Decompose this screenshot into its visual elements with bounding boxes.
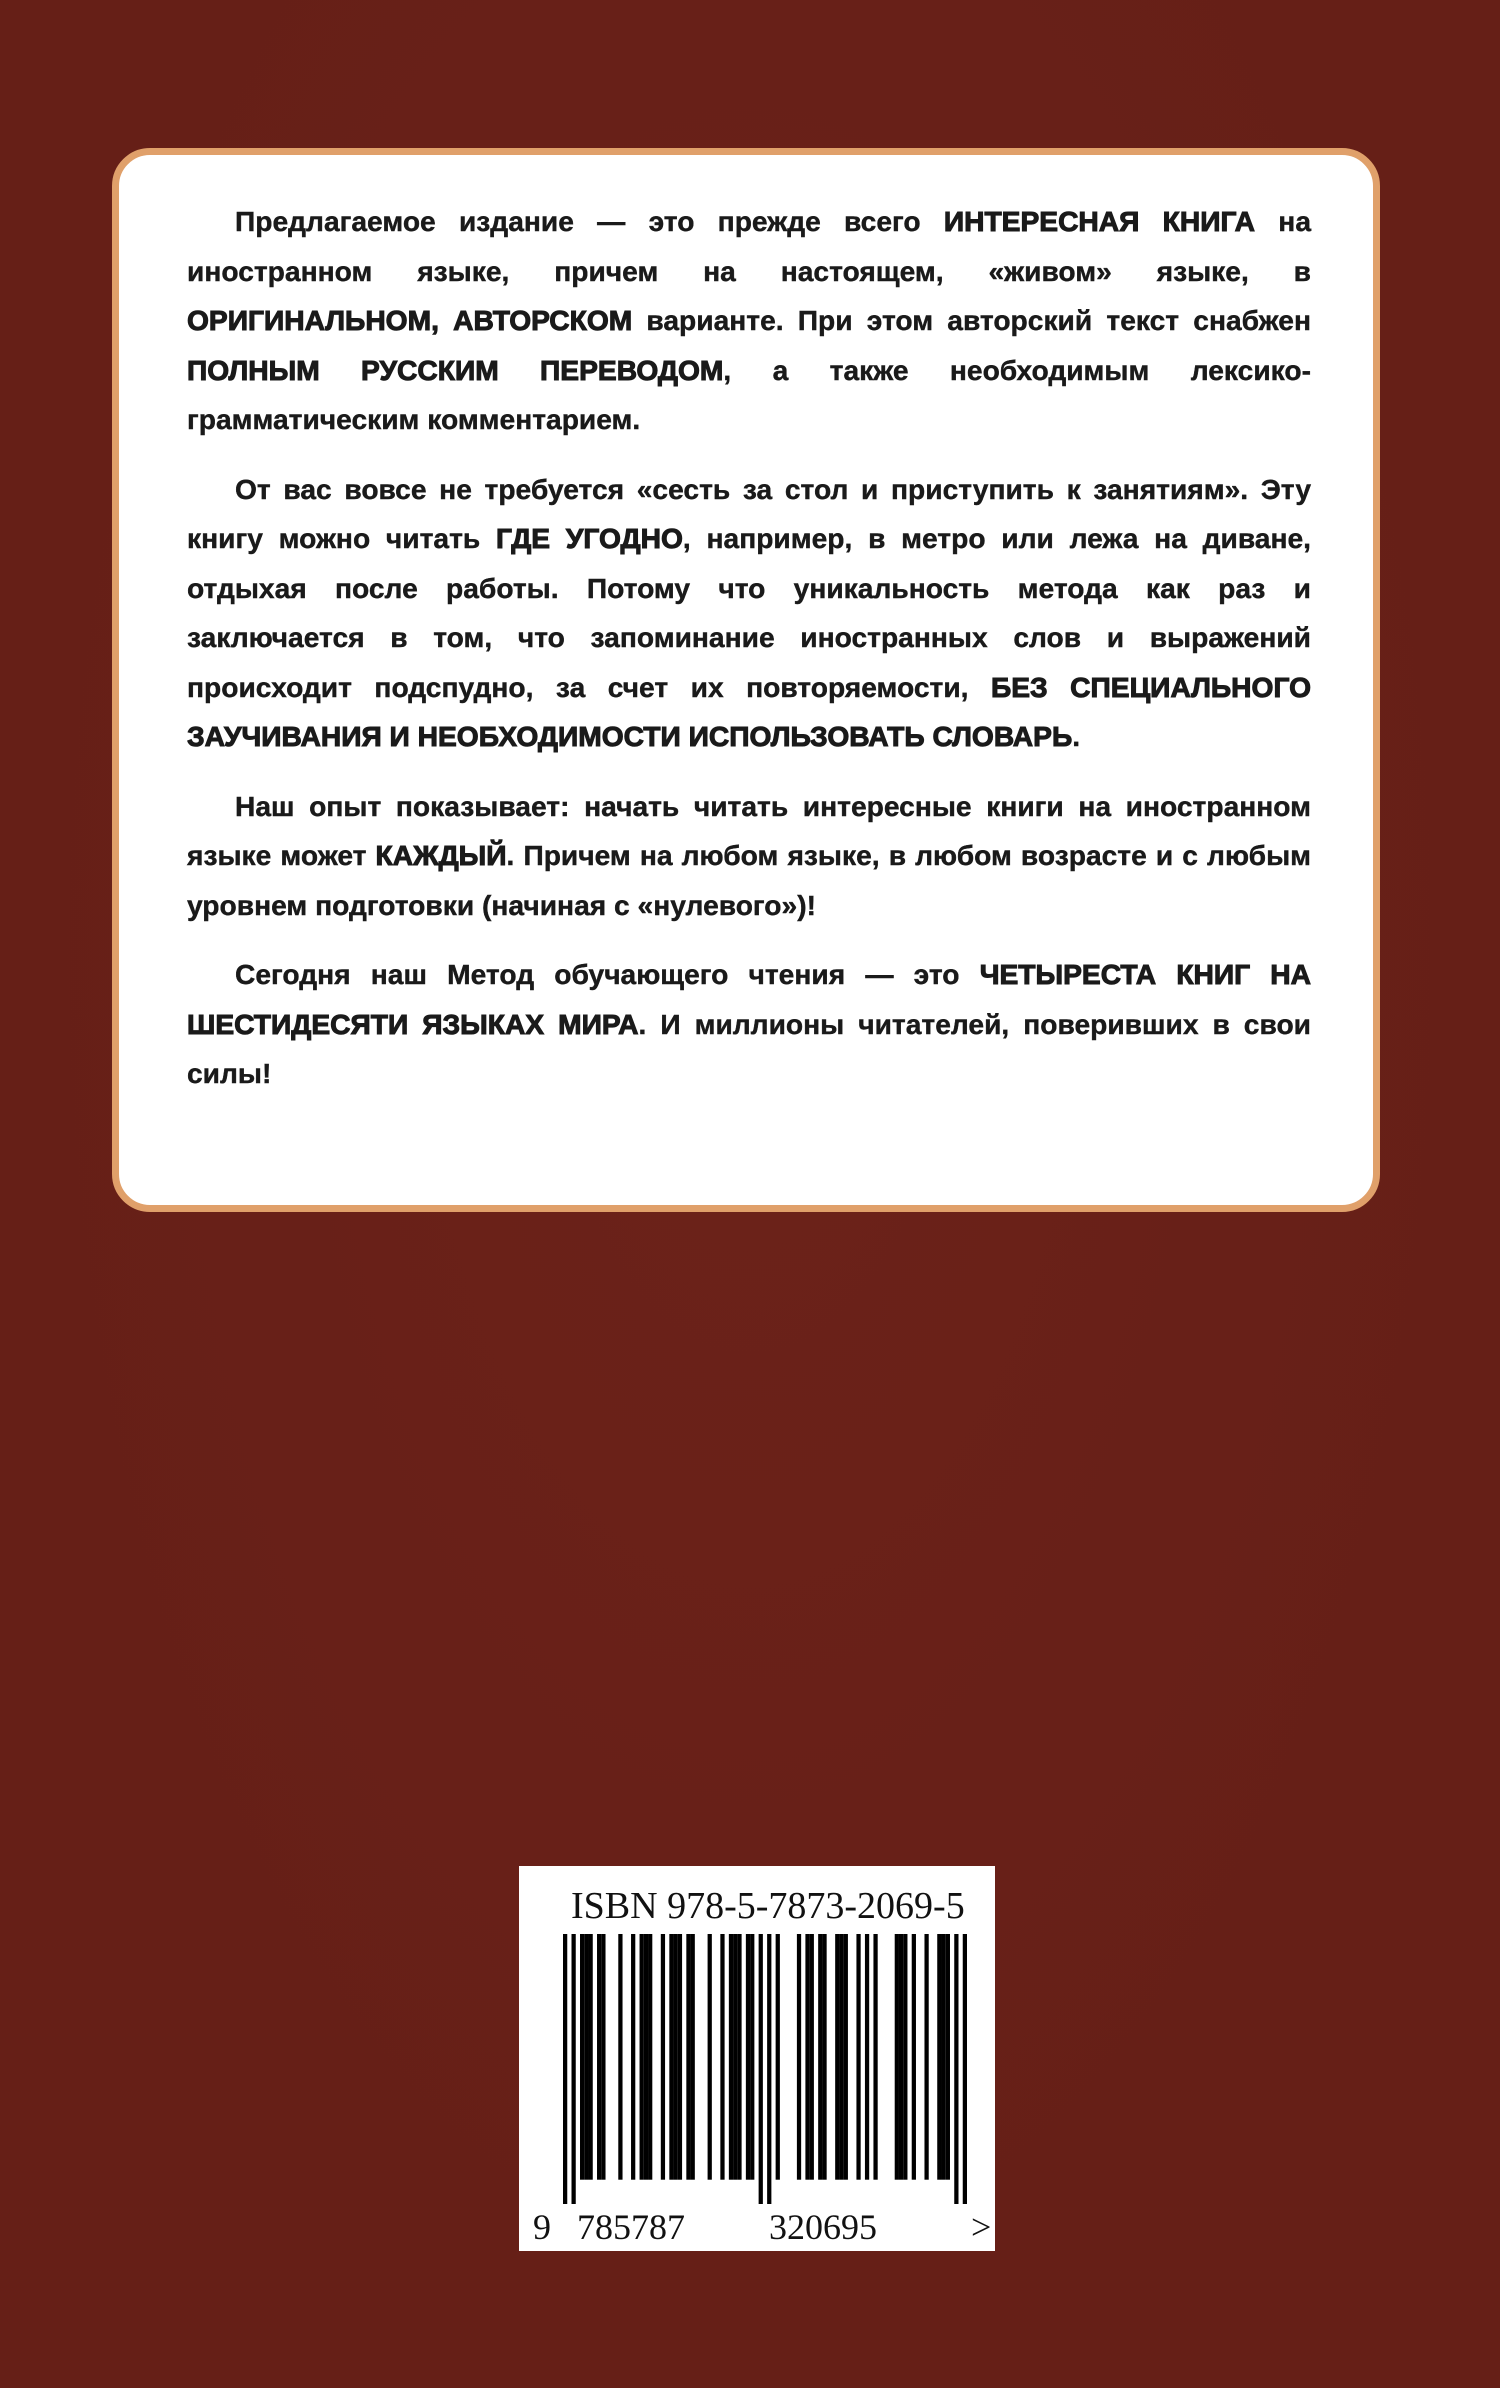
body-text: на иностранном языке, причем на настоящем, «живом» языке, в xyxy=(187,205,1311,287)
barcode-bar xyxy=(584,1934,588,2180)
barcode-bar xyxy=(822,1934,826,2180)
barcode-bar xyxy=(924,1934,928,2180)
barcode-bars xyxy=(563,1934,967,2204)
paragraph-3 xyxy=(187,782,1311,931)
barcode-bar xyxy=(903,1934,907,2180)
barcode-bar xyxy=(631,1934,635,2180)
barcode-bar xyxy=(835,1934,839,2180)
barcode-bar xyxy=(678,1934,682,2180)
barcode-bar xyxy=(563,1934,567,2204)
barcode-bar xyxy=(733,1934,737,2180)
body-text: . Причем на любом языке, в любом возрасте и с любым уровнем подготовки (начиная с «нулевого»)! xyxy=(187,839,1311,921)
barcode-bar xyxy=(669,1934,673,2180)
barcode-bar xyxy=(873,1934,877,2180)
barcode-bar xyxy=(648,1934,652,2180)
barcode-bar xyxy=(640,1934,644,2180)
barcode-bar xyxy=(941,1934,945,2180)
emphasis-text: ЧЕТЫРЕСТА КНИГ НА ШЕСТИДЕСЯТИ ЯЗЫКАХ МИРА xyxy=(187,958,1311,1040)
barcode-bar xyxy=(759,1934,763,2204)
barcode-bar xyxy=(686,1934,690,2180)
description-panel xyxy=(112,148,1380,1212)
barcode-bar xyxy=(895,1934,899,2180)
barcode-bar xyxy=(805,1934,809,2180)
barcode-bar xyxy=(618,1934,622,2180)
barcode-bar xyxy=(746,1934,750,2180)
barcode-bar xyxy=(856,1934,860,2180)
barcode-bar xyxy=(810,1934,814,2180)
barcode-bar xyxy=(937,1934,941,2180)
paragraph-2 xyxy=(187,465,1311,762)
barcode-bar xyxy=(839,1934,843,2180)
barcode-bar xyxy=(729,1934,733,2180)
barcode-bar xyxy=(797,1934,801,2180)
body-text: От вас вовсе не требуется «сесть за стол и приступить к занятиям». Эту книгу можно читать xyxy=(187,472,1311,554)
barcode-bar xyxy=(708,1934,712,2180)
barcode-bar xyxy=(580,1934,584,2180)
barcode-bar xyxy=(776,1934,780,2180)
barcode-label xyxy=(519,1866,995,2251)
emphasis-text: КАЖДЫЙ xyxy=(375,839,507,871)
emphasis-text: ПОЛНЫМ РУССКИМ ПЕРЕВОДОМ xyxy=(187,353,724,386)
barcode-bar xyxy=(597,1934,601,2180)
body-text: , например, в метро или лежа на диване, отдыхая после работы. Потому что уникальность метода как раз и заключается в том, что запоминание иностранных слов и выражений происходит подспудно, за счет их повторяемости, xyxy=(187,522,1311,703)
barcode-digits-left: 785787 xyxy=(577,2207,685,2247)
barcode-bar xyxy=(844,1934,848,2180)
barcode-bar xyxy=(644,1934,648,2180)
emphasis-text: ГДЕ УГОДНО xyxy=(495,522,683,554)
barcode-bar xyxy=(674,1934,678,2180)
barcode-bar xyxy=(720,1934,724,2180)
barcode-digits-right: 320695 xyxy=(769,2207,877,2247)
barcode-digit-first: 9 xyxy=(533,2207,551,2247)
barcode-bar xyxy=(865,1934,869,2180)
barcode-bar xyxy=(963,1934,967,2204)
body-text: Предлагаемое издание — это прежде всего xyxy=(235,205,944,237)
barcode-bar xyxy=(589,1934,593,2180)
barcode-bar xyxy=(691,1934,695,2180)
paragraph-1 xyxy=(187,197,1311,445)
barcode-bar xyxy=(750,1934,754,2180)
body-text: . И миллионы читателей, поверивших в свои силы! xyxy=(187,1007,1311,1089)
barcode-bar xyxy=(737,1934,741,2180)
barcode-bar xyxy=(767,1934,771,2204)
barcode-bar xyxy=(572,1934,576,2204)
paragraph-4 xyxy=(187,950,1311,1099)
barcode-bar xyxy=(899,1934,903,2180)
body-text: , а также необходимым лексико-грамматическим комментарием. xyxy=(187,353,1311,435)
barcode-bar xyxy=(954,1934,958,2204)
emphasis-text: ИНТЕРЕСНАЯ КНИГА xyxy=(943,205,1256,237)
barcode-bar xyxy=(661,1934,665,2180)
barcode-bar xyxy=(912,1934,916,2180)
barcode-bar xyxy=(946,1934,950,2180)
isbn-text: ISBN 978-5-7873-2069-5 xyxy=(571,1885,965,1927)
body-text: варианте. При этом авторский текст снабжен xyxy=(632,304,1311,336)
barcode-bar xyxy=(818,1934,822,2180)
body-text: . xyxy=(1072,720,1081,752)
barcode-bar xyxy=(601,1934,605,2180)
emphasis-text: БЕЗ СПЕЦИАЛЬНОГО ЗАУЧИВАНИЯ И НЕОБХОДИМОСТИ ИСПОЛЬЗОВАТЬ СЛОВАРЬ xyxy=(187,670,1311,752)
emphasis-text: ОРИГИНАЛЬНОМ, АВТОРСКОМ xyxy=(187,304,633,336)
body-text: Сегодня наш Метод обучающего чтения — это xyxy=(235,958,980,990)
barcode-quiet-zone-mark: > xyxy=(971,2207,992,2247)
body-text: Наш опыт показывает: начать читать интересные книги на иностранном языке может xyxy=(187,789,1311,871)
